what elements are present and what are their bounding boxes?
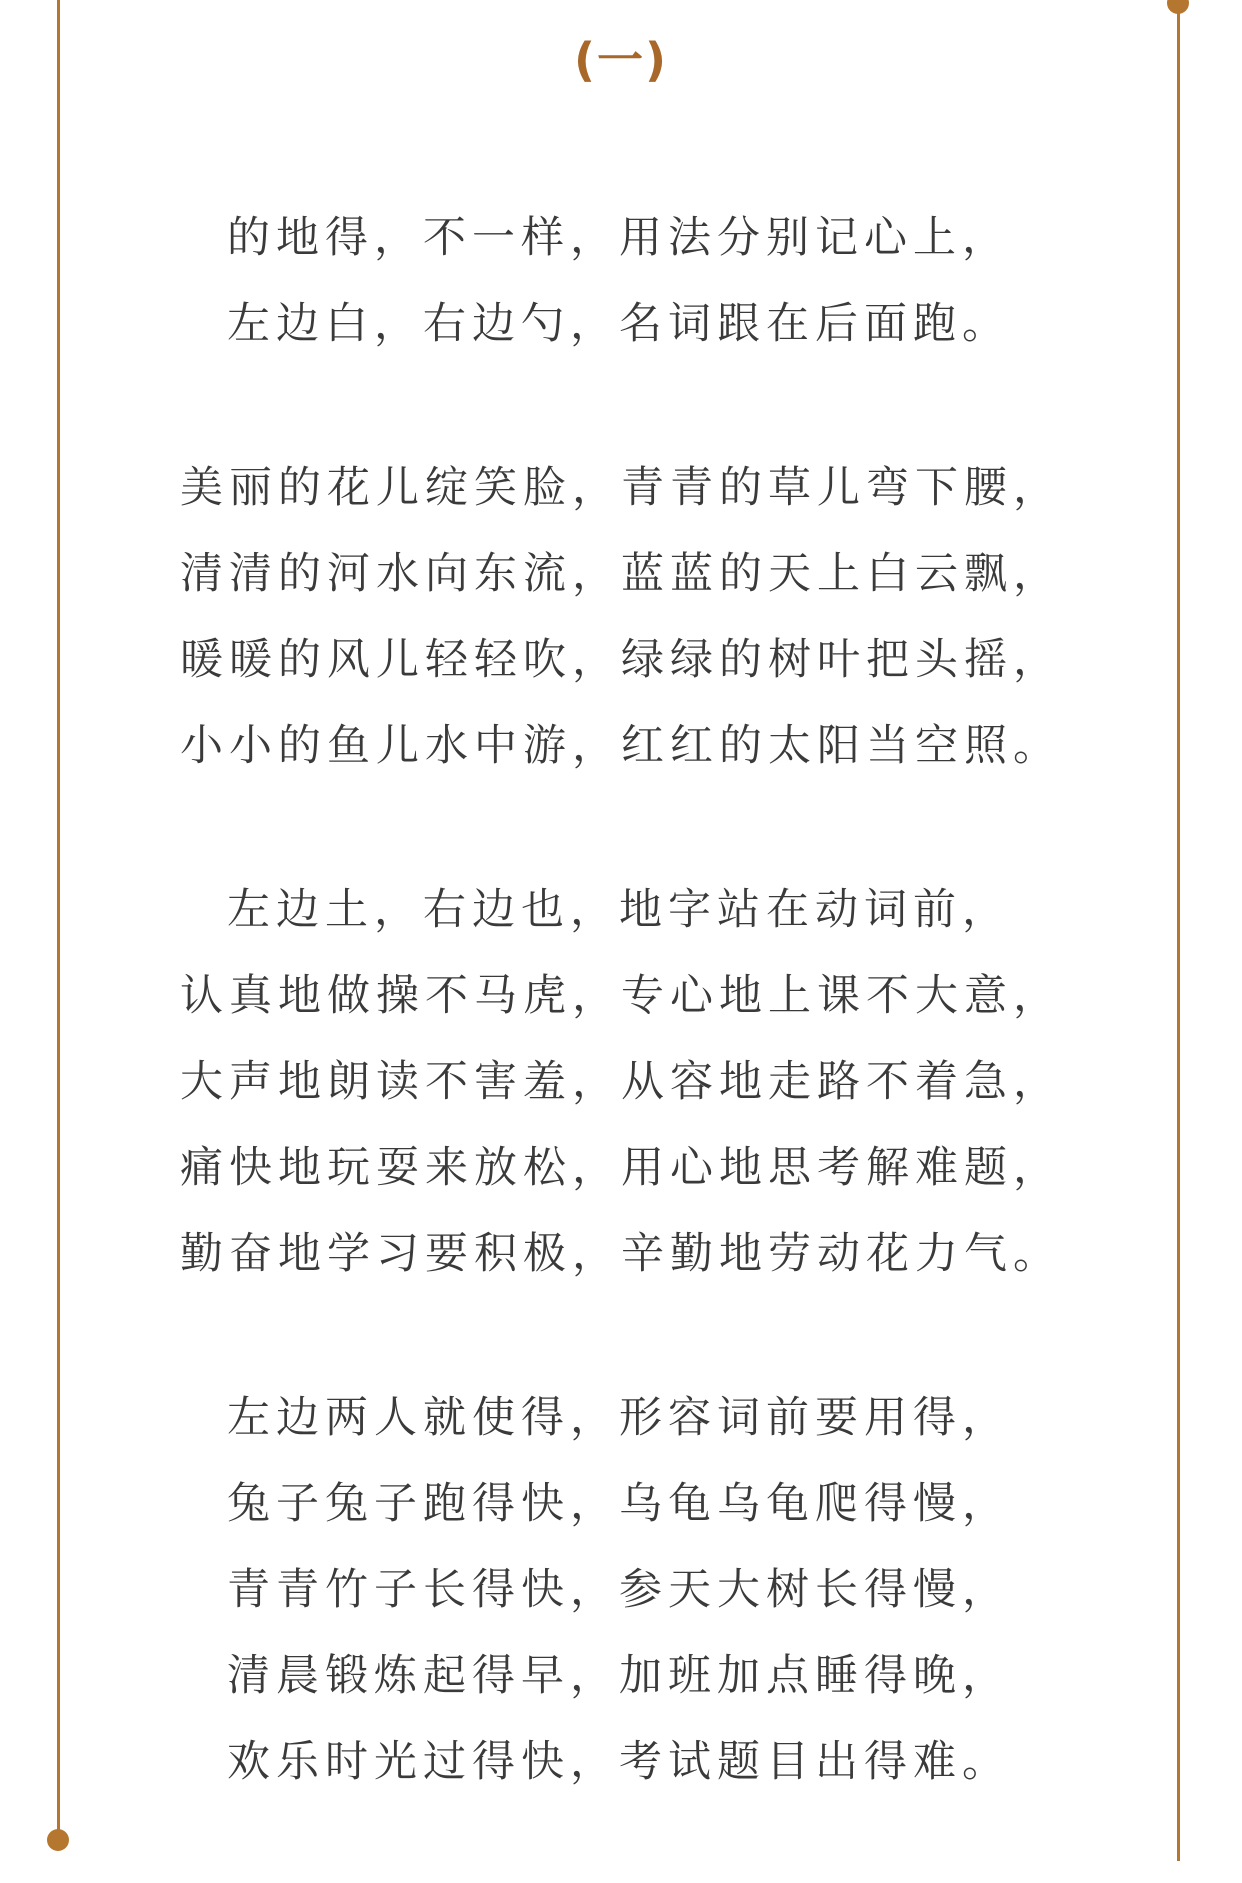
poem-line: 青青竹子长得快，参天大树长得慢， [227, 1565, 1011, 1615]
poem-line: 清晨锻炼起得早，加班加点睡得晚， [227, 1651, 1011, 1701]
top-right-border-dot [1167, 0, 1189, 14]
poem-line: 痛快地玩耍来放松，用心地思考解难题， [180, 1143, 1062, 1193]
poem-line: 认真地做操不马虎，专心地上课不大意， [180, 971, 1062, 1021]
poem-line: 兔子兔子跑得快，乌龟乌龟爬得慢， [227, 1479, 1011, 1529]
stanza-1 [0, 195, 1242, 367]
poem-line: 左边两人就使得，形容词前要用得， [227, 1393, 1011, 1443]
poem-line: 左边土，右边也，地字站在动词前， [227, 885, 1011, 935]
poem-line: 美丽的花儿绽笑脸，青青的草儿弯下腰， [180, 463, 1062, 513]
poem [0, 195, 1242, 1883]
poem-line: 欢乐时光过得快，考试题目出得难。 [227, 1737, 1011, 1787]
poem-line: 左边白，右边勺，名词跟在后面跑。 [227, 299, 1011, 349]
stanza-3 [0, 867, 1242, 1297]
poem-line: 勤奋地学习要积极，辛勤地劳动花力气。 [180, 1229, 1062, 1279]
poem-line: 清清的河水向东流，蓝蓝的天上白云飘， [180, 549, 1062, 599]
stanza-2 [0, 445, 1242, 789]
poem-line: 暖暖的风儿轻轻吹，绿绿的树叶把头摇， [180, 635, 1062, 685]
poem-line: 的地得，不一样，用法分别记心上， [227, 213, 1011, 263]
poem-line: 大声地朗读不害羞，从容地走路不着急， [180, 1057, 1062, 1107]
stanza-4 [0, 1375, 1242, 1805]
poem-line: 小小的鱼儿水中游，红红的太阳当空照。 [180, 721, 1062, 771]
section-title: (一) [573, 33, 669, 87]
